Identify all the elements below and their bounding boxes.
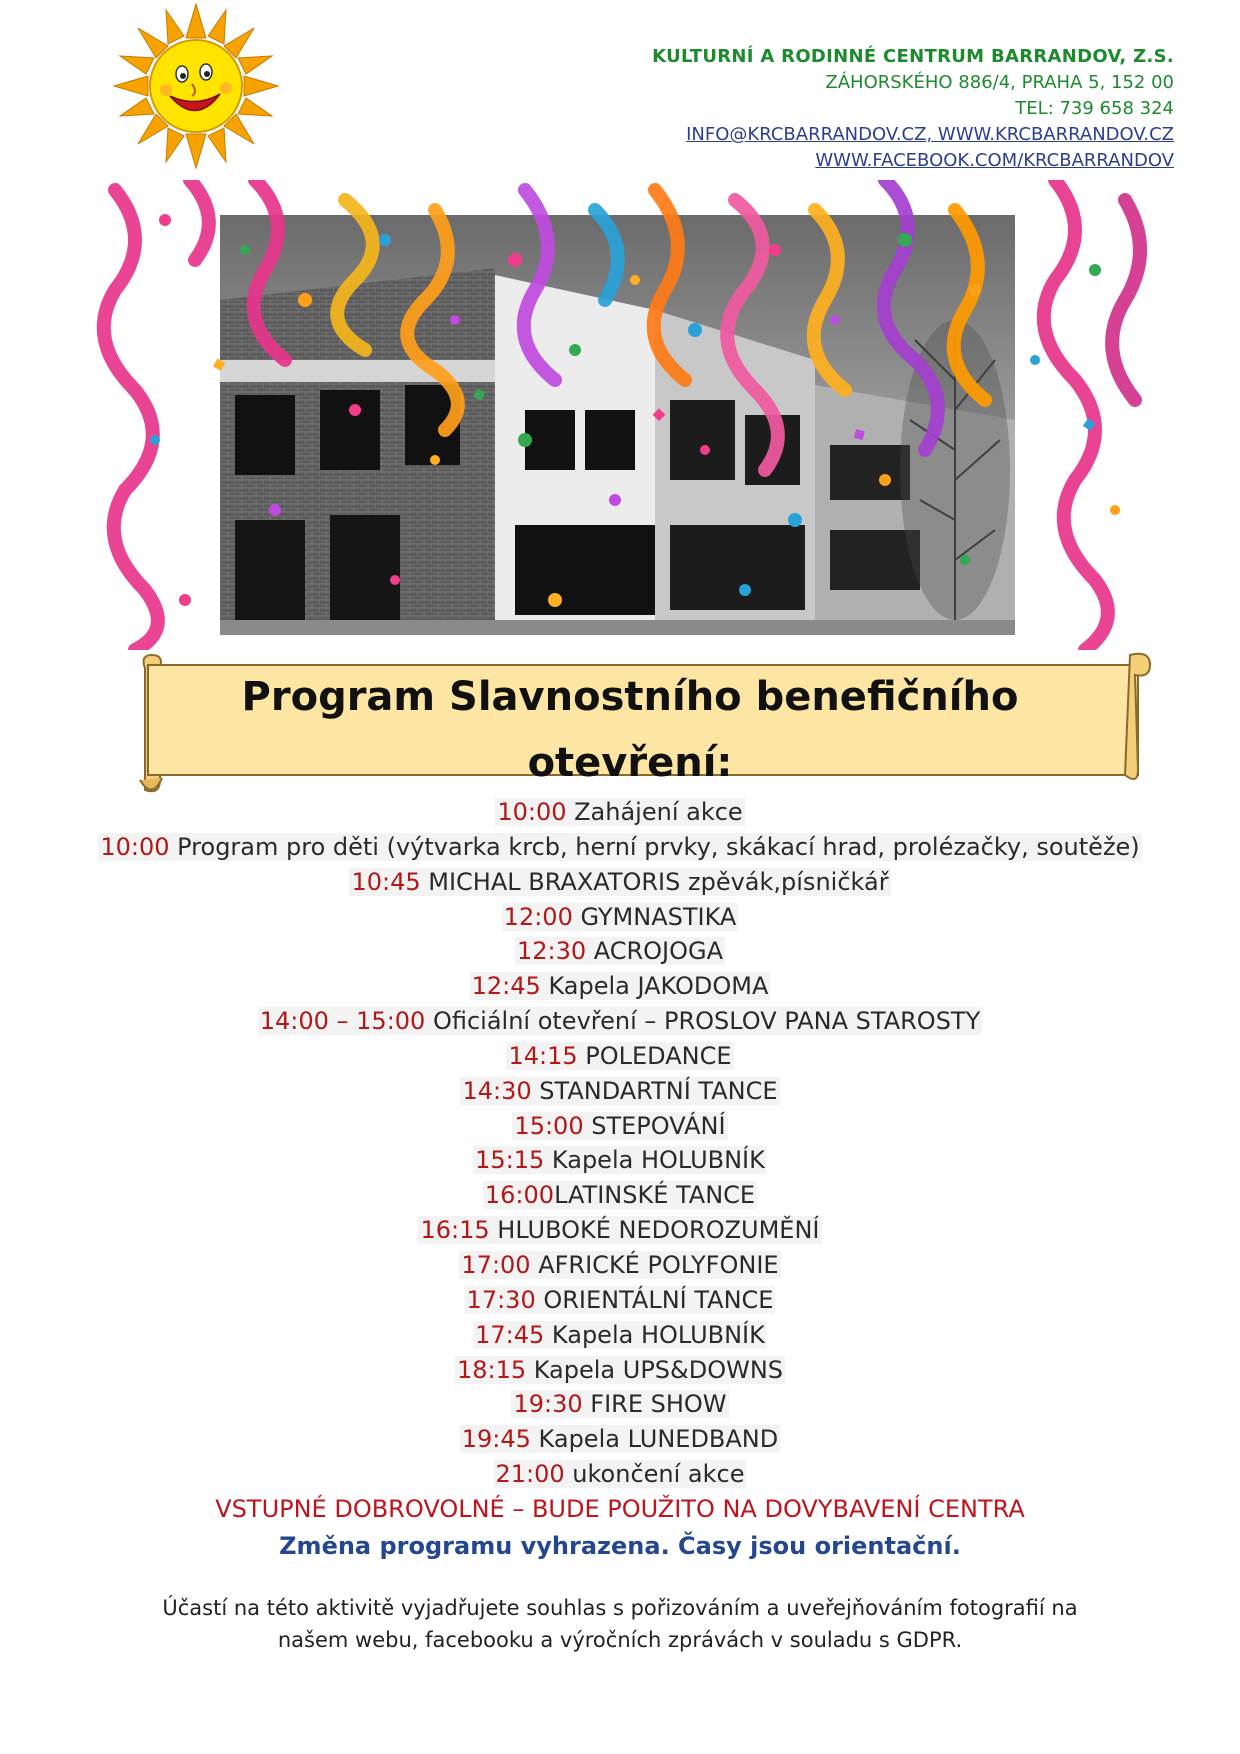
website-link[interactable]: WWW.KRCBARRANDOV.CZ — [937, 124, 1174, 145]
program-time: 10:00 — [100, 832, 170, 861]
program-text: FIRE SHOW — [582, 1390, 727, 1419]
program-time: 16:15 — [420, 1216, 490, 1245]
program-text: GYMNASTIKA — [572, 902, 737, 931]
program-list — [0, 795, 1240, 1492]
program-item — [0, 1004, 1240, 1039]
program-text: Program pro děti (výtvarka krcb, herní prvky, skákací hrad, prolézačky, soutěže) — [169, 832, 1140, 861]
program-item — [0, 830, 1240, 865]
program-text: Kapela HOLUBNÍK — [544, 1146, 765, 1175]
program-text: Kapela HOLUBNÍK — [544, 1320, 765, 1349]
program-time: 12:30 — [516, 937, 587, 966]
program-item — [0, 1143, 1240, 1178]
program-text: Kapela LUNEDBAND — [530, 1425, 779, 1454]
program-item — [0, 1283, 1240, 1318]
program-text: LATINSKÉ TANCE — [554, 1181, 756, 1210]
program-text: POLEDANCE — [577, 1041, 732, 1070]
program-item — [0, 1074, 1240, 1109]
program-item — [0, 1213, 1240, 1248]
program-time: 17:00 — [461, 1250, 531, 1279]
program-text: STANDARTNÍ TANCE — [531, 1076, 778, 1105]
program-item — [0, 1318, 1240, 1353]
entry-fee-note: VSTUPNÉ DOBROVOLNÉ – BUDE POUŽITO NA DOVYBAVENÍ CENTRA — [215, 1495, 1025, 1523]
program-item — [0, 1109, 1240, 1144]
program-time: 12:00 — [503, 902, 573, 931]
program-time: 12:45 — [471, 972, 541, 1001]
program-item — [0, 1457, 1240, 1492]
contact-info — [652, 44, 1174, 174]
program-item — [0, 795, 1240, 830]
hero-photo — [95, 180, 1150, 650]
organization-name: KULTURNÍ A RODINNÉ CENTRUM BARRANDOV, Z.S. — [652, 46, 1174, 67]
program-time: 10:45 — [351, 867, 421, 896]
program-text: Kapela UPS&DOWNS — [526, 1355, 784, 1384]
program-text: Oficiální otevření – PROSLOV PANA STAROSTY — [425, 1007, 981, 1036]
program-time: 14:30 — [462, 1076, 532, 1105]
gdpr-note: Účastí na této aktivitě vyjadřujete souhlas s pořizováním a uveřejňováním fotografií na našem webu, facebooku a výročních zprávách v souladu s GDPR. — [162, 1596, 1078, 1652]
program-item — [0, 865, 1240, 900]
program-text: Zahájení akce — [566, 798, 743, 826]
page-title — [150, 664, 1110, 796]
program-time: 16:00 — [484, 1181, 555, 1210]
title-line-1: Program Slavnostního benefičního — [241, 674, 1019, 720]
smiling-sun-icon — [108, 0, 283, 170]
program-time: 15:15 — [475, 1146, 545, 1175]
program-item — [0, 969, 1240, 1004]
program-time: 10:00 — [497, 798, 567, 826]
program-time: 19:30 — [513, 1390, 583, 1419]
program-text: Kapela JAKODOMA — [540, 972, 769, 1001]
program-time: 15:00 — [514, 1111, 584, 1140]
program-item — [0, 934, 1240, 969]
program-time: 14:15 — [508, 1041, 578, 1070]
program-item — [0, 1422, 1240, 1457]
program-time: 17:45 — [475, 1320, 545, 1349]
program-text: MICHAL BRAXATORIS zpěvák,písničkář — [420, 867, 889, 896]
program-item — [0, 900, 1240, 935]
program-change-note: Změna programu vyhrazena. Časy jsou orientační. — [279, 1532, 961, 1560]
title-line-2: otevření: — [527, 740, 733, 786]
program-time: 19:45 — [461, 1425, 531, 1454]
program-time: 17:30 — [466, 1285, 536, 1314]
facebook-link[interactable]: WWW.FACEBOOK.COM/KRCBARRANDOV — [815, 150, 1174, 171]
program-item — [0, 1353, 1240, 1388]
program-item — [0, 1039, 1240, 1074]
program-text: AFRICKÉ POLYFONIE — [530, 1250, 779, 1279]
program-text: HLUBOKÉ NEDOROZUMĚNÍ — [489, 1216, 820, 1245]
address: ZÁHORSKÉHO 886/4, PRAHA 5, 152 00 — [825, 72, 1174, 93]
program-item — [0, 1248, 1240, 1283]
link-separator: , — [926, 124, 938, 145]
email-link[interactable]: INFO@KRCBARRANDOV.CZ — [686, 124, 927, 145]
program-text: ORIENTÁLNÍ TANCE — [535, 1285, 774, 1314]
program-item — [0, 1387, 1240, 1422]
program-item — [0, 1178, 1240, 1213]
program-time: 21:00 — [495, 1460, 565, 1489]
program-text: ACROJOGA — [586, 937, 724, 966]
program-text: ukončení akce — [564, 1460, 745, 1489]
program-time: 14:00 – 15:00 — [259, 1007, 426, 1036]
program-time: 18:15 — [456, 1355, 527, 1384]
phone: TEL: 739 658 324 — [1015, 98, 1174, 119]
program-text: STEPOVÁNÍ — [583, 1111, 726, 1140]
